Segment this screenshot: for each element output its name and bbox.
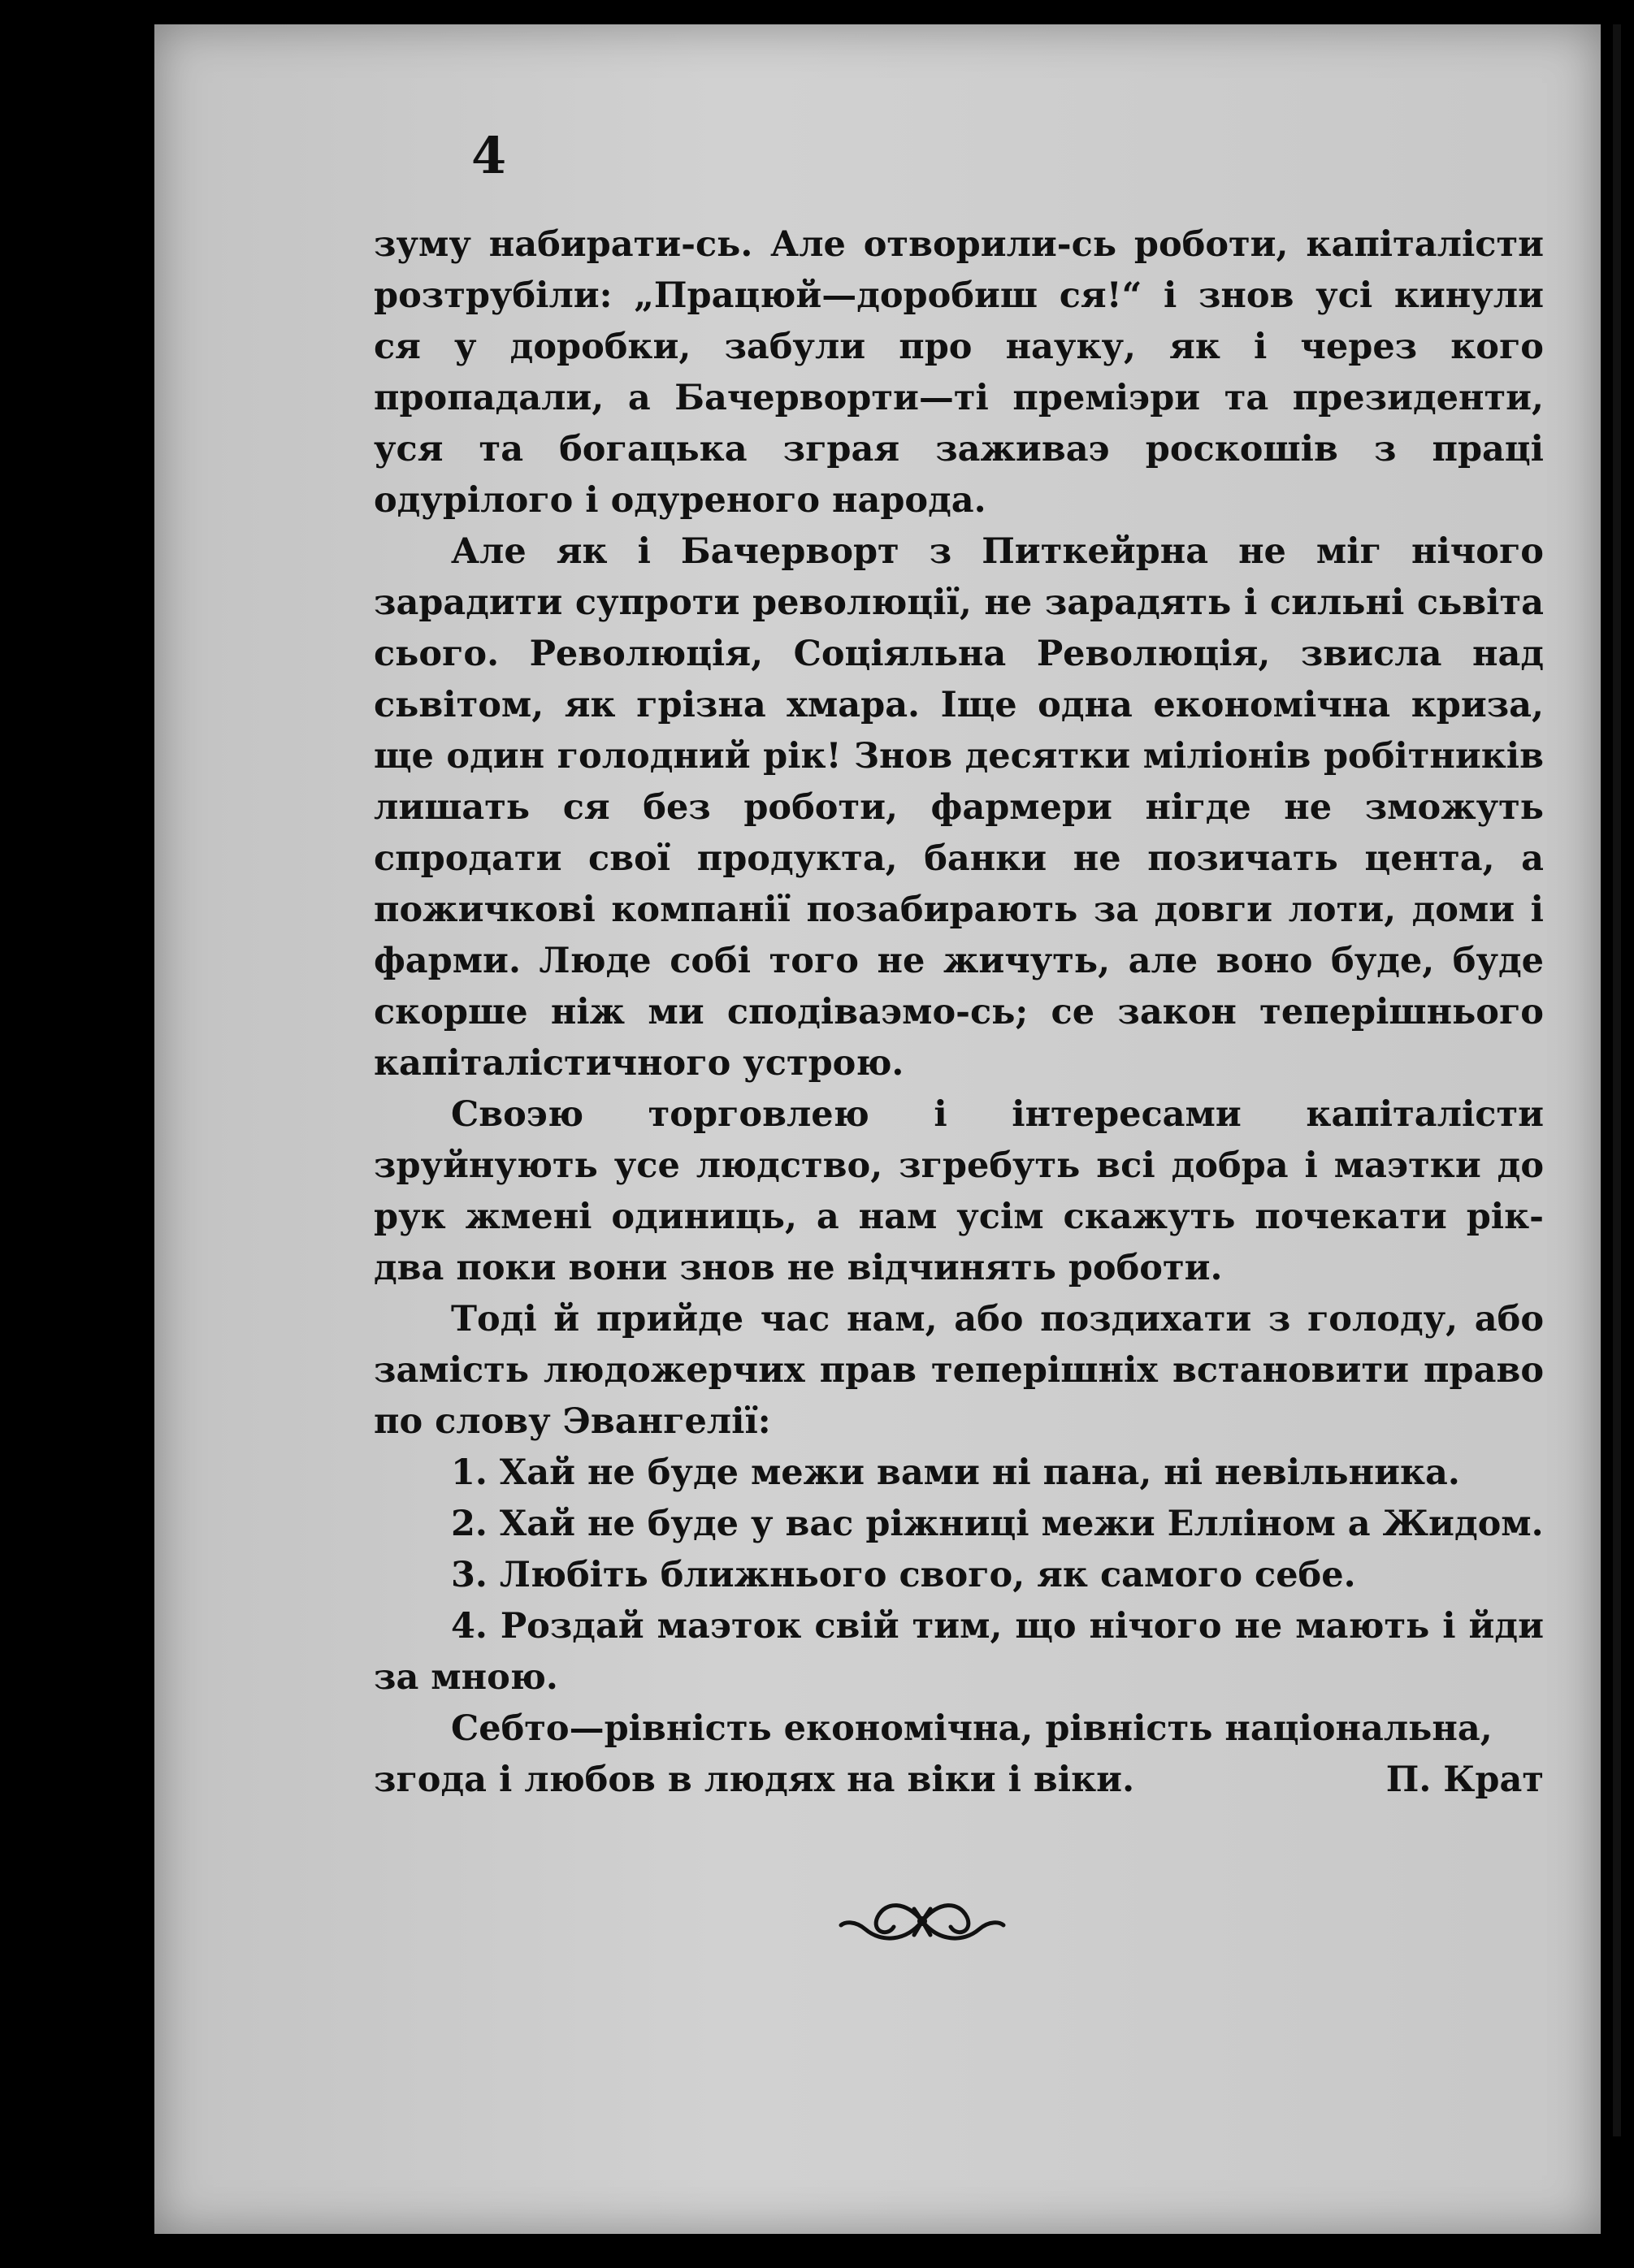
decorative-ornament-icon xyxy=(837,1893,1008,1950)
closing-text: згода і любов в людях на віки і віки. xyxy=(374,1759,1135,1800)
list-item-1: 1. Хай не буде межи вами ні пана, ні невільника. xyxy=(451,1452,1460,1493)
paragraph-4: Тоді й прийде час нам, або поздихати з голоду, або замість людожерчих прав теперішніх встановити право по слову Эвангелії: xyxy=(374,1299,1544,1442)
page-edge-shadow xyxy=(1613,24,1621,2136)
signature: П. Крат xyxy=(1385,1759,1544,1800)
paragraph-2: Але як і Бачерворт з Питкейрна не міг нічого зарадити супроти революції, не зарадять і сильні сьвіта сього. Революція, Соціяльна Революція, звисла над сьвітом, як грізна хмара. Іще одна економічна криза, ще один голодний рік! Знов десятки міліонів робітників лишать ся без роботи, фармери нігде не зможуть спродати свої продукта, банки не позичать цента, а пожичкові компанії позабирають за довги лоти, доми і фарми. Люде собі того не жичуть, але воно буде, буде скорше ніж ми сподіваэмо-сь; се закон теперішнього капіталістичного устрою. xyxy=(374,531,1544,1084)
paragraph-3: Своэю торговлею і інтересами капіталісти зруйнують усе людство, згребуть всі добра і маэтки до рук жмені одиниць, а нам усім скажуть почекати рік-два поки вони знов не відчинять роботи. xyxy=(374,1094,1544,1288)
closing-line-1: Себто—рівність економічна, рівність національна, xyxy=(451,1708,1493,1749)
closing-line-2 xyxy=(374,1755,1544,1806)
list-item-4: 4. Роздай маэток свій тим, що нічого не мають і йди за мною. xyxy=(374,1606,1544,1698)
list-item-2: 2. Хай не буде у вас ріжниці межи Елліном а Жидом. xyxy=(451,1504,1544,1544)
list-item-3: 3. Любіть ближнього свого, як самого себе. xyxy=(451,1555,1356,1595)
paragraph-1: зуму набирати-сь. Але отворили-сь роботи, капіталісти розтрубіли: „Працюй—доробиш ся!“ і знов усі кинули ся у доробки, забули про науку, як і через кого пропадали, а Бачерворти—ті преміэри та президенти, уся та богацька зграя зaживаэ роскошів з праці одурілого і одуреного народа. xyxy=(374,224,1544,521)
page-number: 4 xyxy=(471,126,507,185)
page-body xyxy=(374,219,1544,1806)
